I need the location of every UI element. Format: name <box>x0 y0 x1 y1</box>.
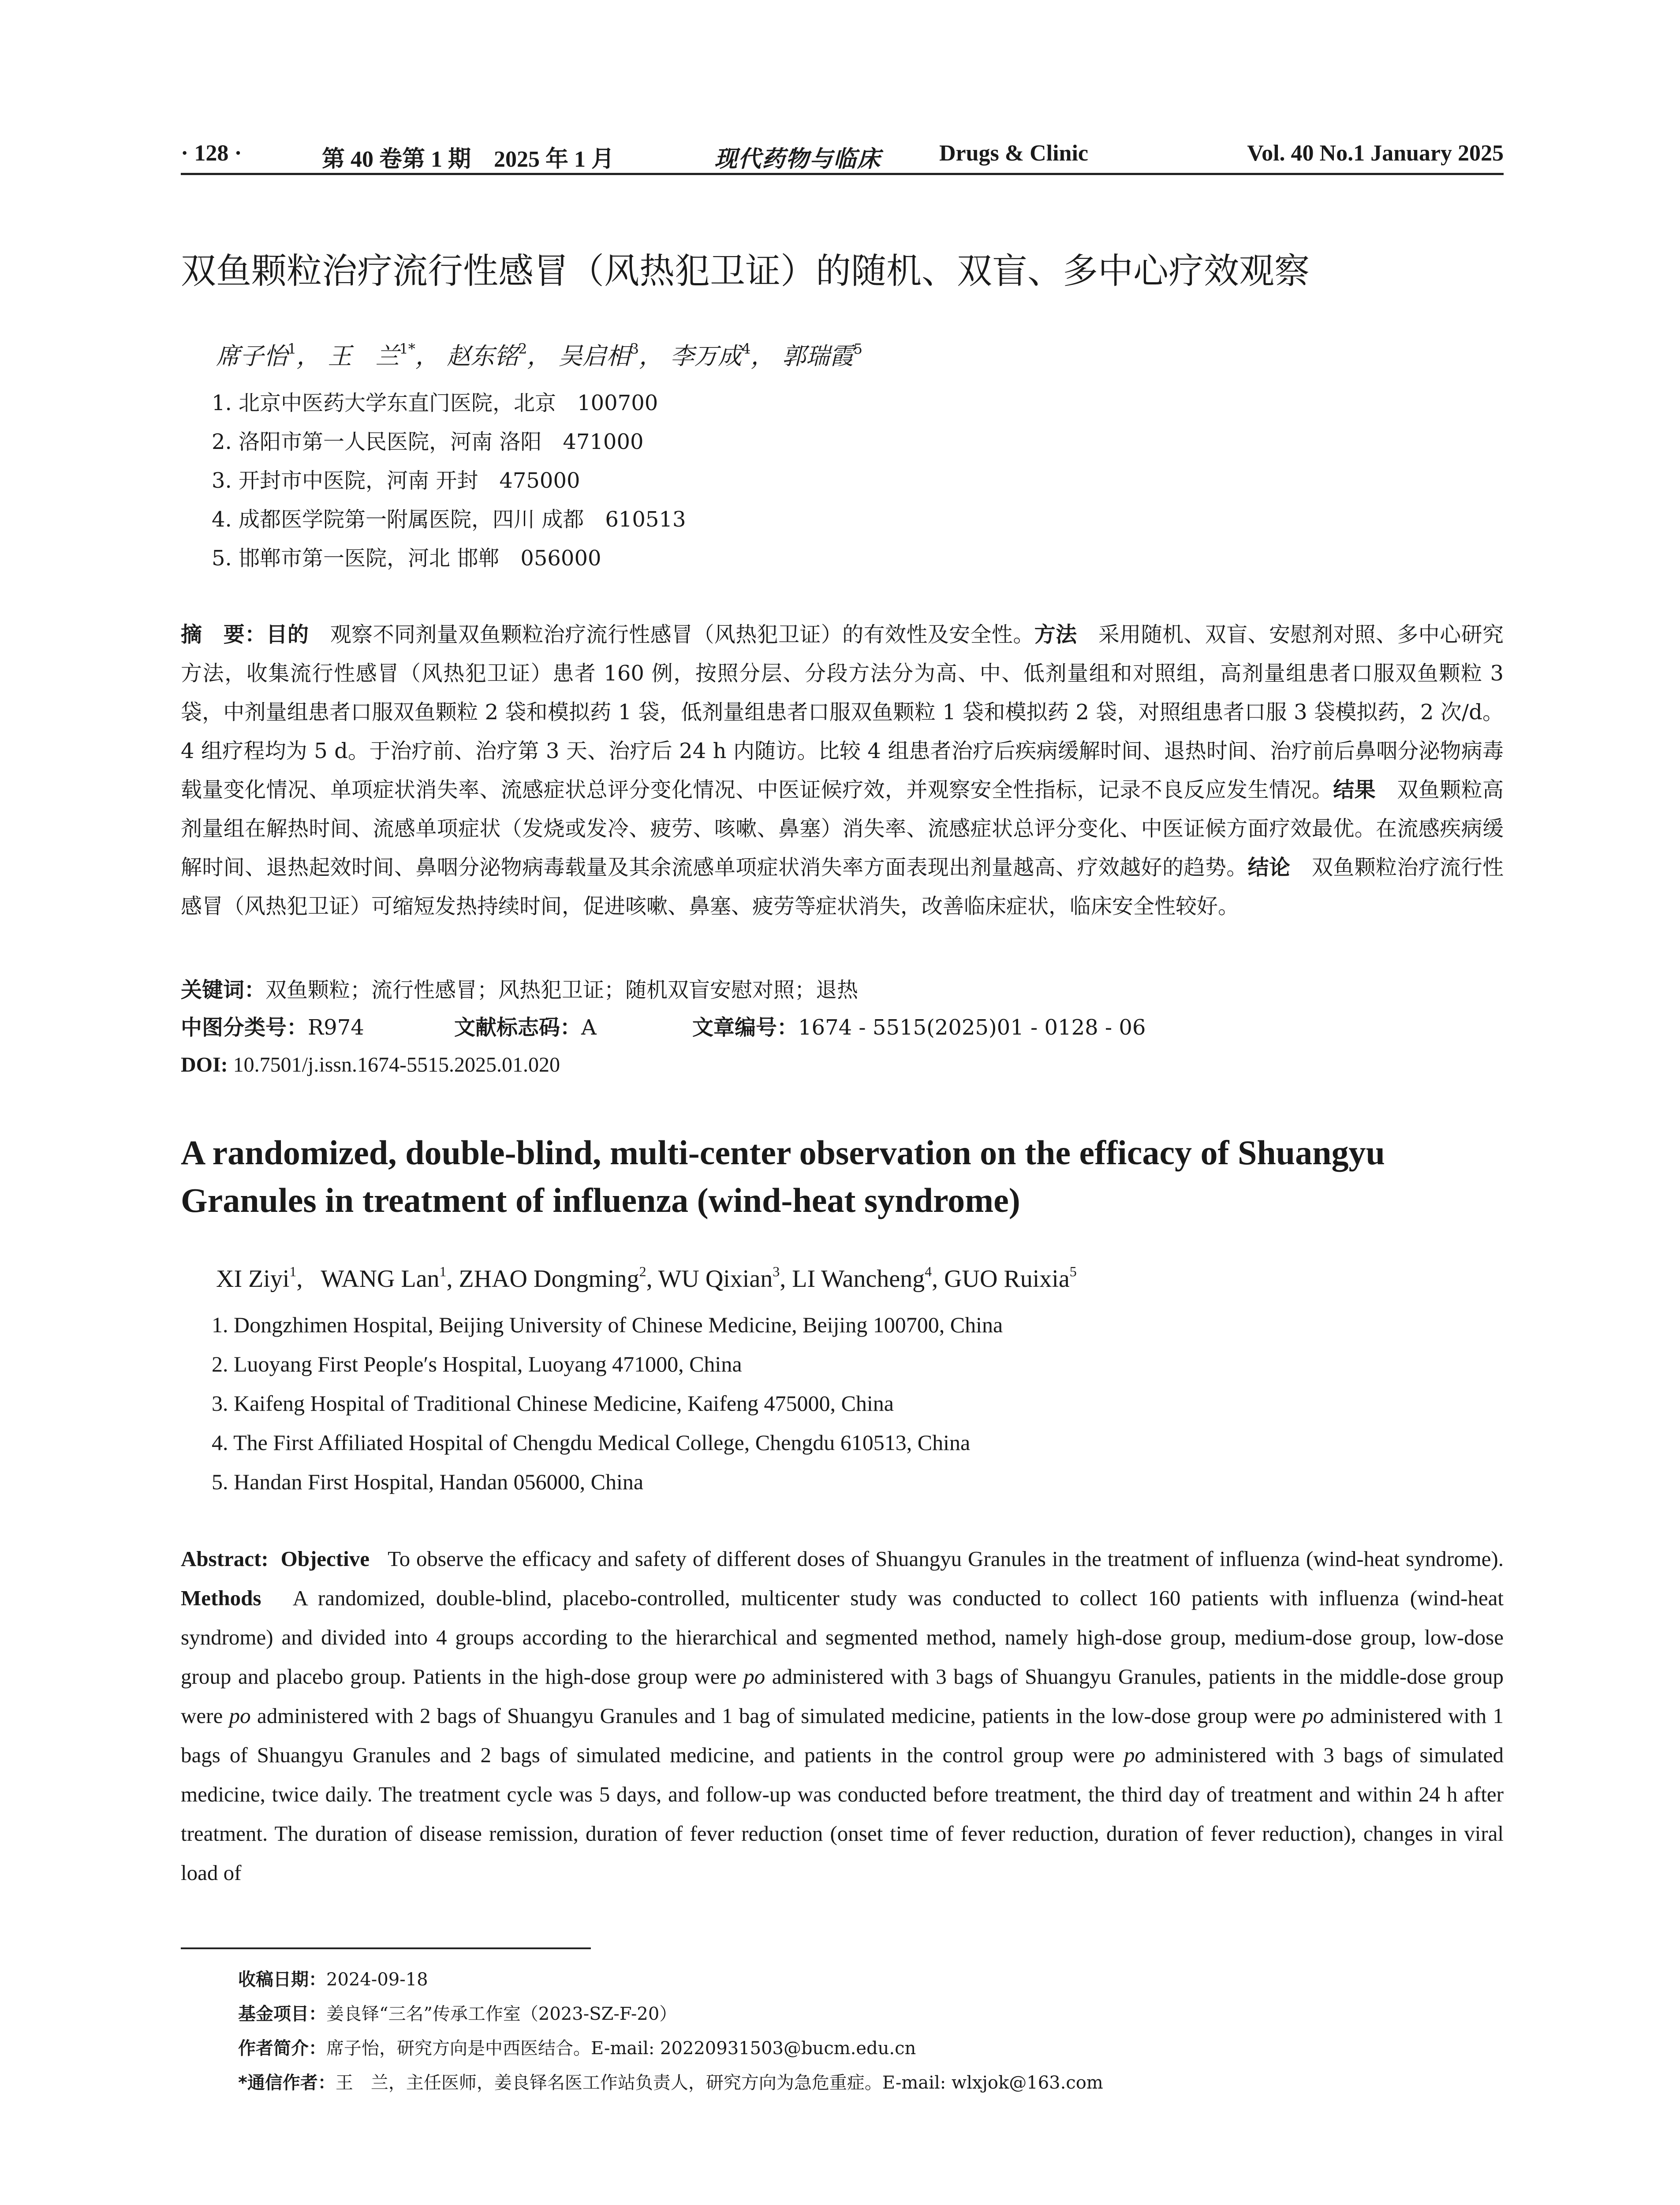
footnote-received <box>238 1962 1103 1997</box>
author-affil-mark: 1 <box>289 1263 297 1279</box>
po-term: po <box>1124 1743 1146 1767</box>
methods-text: administered with 3 bags of simulated medicine, twice daily. The treatment cycle was 5 days, and follow-up was conducted before treatment, the third day of treatment and within 24 h after treatment. The duration of disease remission, duration of fever reduction (onset time of fever reduction, duration of fever reduction), changes in viral load of <box>181 1743 1504 1885</box>
doi-label: DOI: <box>181 1053 228 1076</box>
footnote-value: 姜良铎“三名”传承工作室（2023-SZ-F-20） <box>326 2004 677 2024</box>
results-label: 结果 <box>1333 777 1376 802</box>
article-label: 文章编号： <box>692 1015 799 1040</box>
author-affil-mark: 1 <box>287 340 297 357</box>
keywords-value: 双鱼颗粒；流行性感冒；风热犯卫证；随机双盲安慰对照；退热 <box>265 978 859 1002</box>
footnote-value: 王 兰，主任医师，姜良铎名医工作站负责人，研究方向为急危重症。E-mail: wlxjok@163.com <box>335 2073 1103 2093</box>
clc-label: 中图分类号： <box>181 1015 308 1040</box>
methods-label: 方法 <box>1034 622 1077 647</box>
affiliation-list-en <box>212 1305 1003 1502</box>
issue-en: Vol. 40 No.1 January 2025 <box>1247 141 1504 166</box>
author-name: 席子怡 <box>216 342 287 370</box>
footnote-funding <box>238 1997 1103 2031</box>
keywords-cn <box>181 972 1504 1008</box>
author-affil-mark: 5 <box>853 340 863 357</box>
affiliation-list-cn <box>212 384 686 578</box>
affiliation-item: 2. Luoyang First People′s Hospital, Luoyang 471000, China <box>212 1352 742 1376</box>
author-affil-mark: 4 <box>925 1263 932 1279</box>
footnote-label: 作者简介： <box>238 2038 326 2059</box>
author-name: 王 兰 <box>328 342 399 370</box>
objective-text: 观察不同剂量双鱼颗粒治疗流行性感冒（风热犯卫证）的有效性及安全性。 <box>330 622 1034 647</box>
journal-name-en: Drugs & Clinic <box>939 141 1088 166</box>
article-title-en: A randomized, double-blind, multi-center observation on the efficacy of Shuangyu Granules in treatment of influenza (wind-heat syndrome) <box>181 1133 1385 1219</box>
author-affil-mark: 1* <box>399 340 415 357</box>
footnote-value: 2024-09-18 <box>326 1970 428 1990</box>
conclusion-label: 结论 <box>1247 855 1291 880</box>
author-name: 郭瑞霞 <box>782 342 854 370</box>
doc-value: A <box>581 1015 597 1040</box>
footnote-divider <box>181 1947 591 1949</box>
author-list-cn: 席子怡$^1$， 王 兰$^{1*}$， 赵东铭$^2$， 吴启相$^3$， 李万成$^4$， 郭瑞霞$^5$ <box>216 340 863 370</box>
doc-code <box>454 1010 597 1045</box>
author-name: 赵东铭 <box>447 342 519 370</box>
author-name: 吴启相 <box>558 342 630 370</box>
article-value: 1674 - 5515(2025)01 - 0128 - 06 <box>798 1015 1146 1040</box>
po-term: po <box>1302 1704 1324 1728</box>
author-name: XI Ziyi <box>216 1265 290 1293</box>
abstract-label: 摘 要： <box>181 622 266 647</box>
author-affil-mark: 1 <box>439 1263 447 1279</box>
footnote-list <box>238 1962 1103 2100</box>
abstract-en <box>181 1539 1504 1892</box>
author-name: WU Qixian <box>658 1265 773 1293</box>
methods-text: administered with 3 bags of Shuangyu Granules, patients in the middle-dose group were <box>181 1664 1504 1728</box>
author-affil-mark: 2 <box>639 1263 646 1279</box>
author-name: GUO Ruixia <box>944 1265 1070 1293</box>
doi-line <box>181 1047 1504 1083</box>
methods-text: 采用随机、双盲、安慰剂对照、多中心研究方法，收集流行性感冒（风热犯卫证）患者 160 例，按照分层、分段方法分为高、中、低剂量组和对照组，高剂量组患者口服双鱼颗粒 3 袋，中剂量组患者口服双鱼颗粒 2 袋和模拟药 1 袋，低剂量组患者口服双鱼颗粒 1 袋和模拟药 2 袋，对照组患者口服 3 袋模拟药，2 次/d。4 组疗程均为 5 d。于治疗前、治疗第 3 天、治疗后 24 h 内随访。比较 4 组患者治疗后疾病缓解时间、退热时间、治疗前后鼻咽分泌物病毒载量变化情况、单项症状消失率、流感症状总评分变化情况、中医证候疗效，并观察安全性指标，记录不良反应发生情况。 <box>181 622 1504 802</box>
journal-name-cn: 现代药物与临床 <box>714 147 881 172</box>
results-text: 双鱼颗粒高剂量组在解热时间、流感单项症状（发烧或发冷、疲劳、咳嗽、鼻塞）消失率、流感症状总评分变化、中医证候方面疗效最优。在流感疾病缓解时间、退热起效时间、鼻咽分泌物病毒载量及其余流感单项症状消失率方面表现出剂量越高、疗效越好的趋势。 <box>181 777 1504 880</box>
methods-label: Methods <box>181 1586 261 1610</box>
methods-text: administered with 1 bags of Shuangyu Granules and 2 bags of simulated medicine, and patients in the control group were <box>181 1704 1504 1767</box>
affiliation-item: 3. 开封市中医院，河南 开封 475000 <box>212 468 580 493</box>
affiliation-item: 5. Handan First Hospital, Handan 056000, China <box>212 1469 644 1494</box>
objective-label: 目的 <box>266 622 309 647</box>
author-name: ZHAO Dongming <box>459 1265 639 1293</box>
footnote-label: *通信作者： <box>238 2073 336 2093</box>
author-affil-mark: 5 <box>1069 1263 1077 1279</box>
footnote-label: 收稿日期： <box>238 1970 326 1990</box>
abstract-label: Abstract: <box>181 1547 269 1571</box>
affiliation-item: 4. The First Affiliated Hospital of Chengdu Medical College, Chengdu 610513, China <box>212 1430 971 1455</box>
doi-value[interactable]: 10.7501/j.issn.1674-5515.2025.01.020 <box>233 1053 560 1076</box>
author-name: WANG Lan <box>321 1265 440 1293</box>
methods-text: administered with 2 bags of Shuangyu Granules and 1 bag of simulated medicine, patients in the low-dose group were <box>257 1704 1296 1728</box>
author-affil-mark: 4 <box>742 340 751 357</box>
clc-value: R974 <box>308 1015 364 1040</box>
po-term: po <box>743 1664 765 1689</box>
running-header <box>181 138 1504 175</box>
abstract-cn <box>181 615 1504 926</box>
affiliation-item: 5. 邯郸市第一医院，河北 邯郸 056000 <box>212 546 601 571</box>
objective-label: Objective <box>280 1547 370 1571</box>
conclusion-text: 双鱼颗粒治疗流行性感冒（风热犯卫证）可缩短发热持续时间，促进咳嗽、鼻塞、疲劳等症状消失，改善临床症状，临床安全性较好。 <box>181 855 1504 919</box>
footnote-corresponding <box>238 2066 1103 2100</box>
article-title-cn: 双鱼颗粒治疗流行性感冒（风热犯卫证）的随机、双盲、多中心疗效观察 <box>181 250 1310 292</box>
methods-text: A randomized, double-blind, placebo-controlled, multicenter study was conducted to collect 160 patients with influenza (wind-heat syndrome) and divided into 4 groups according to the hierarchical and segmented method, namely high-dose group, medium-dose group, low-dose group and placebo group. Patients in the high-dose group were <box>181 1586 1504 1689</box>
page-number: · 128 · <box>181 141 242 166</box>
footnote-value: 席子怡，研究方向是中西医结合。E-mail: 20220931503@bucm.edu.cn <box>326 2038 916 2059</box>
author-affil-mark: 2 <box>518 340 527 357</box>
author-affil-mark: 3 <box>630 340 639 357</box>
clc-code <box>181 1010 364 1045</box>
affiliation-item: 1. Dongzhimen Hospital, Beijing University of Chinese Medicine, Beijing 100700, China <box>212 1312 1003 1337</box>
footnote-label: 基金项目： <box>238 2004 326 2024</box>
footnote-author-bio <box>238 2031 1103 2066</box>
objective-text: To observe the efficacy and safety of different doses of Shuangyu Granules in the treatment of influenza (wind-heat syndrome). <box>388 1547 1504 1571</box>
author-name: 李万成 <box>670 342 742 370</box>
author-affil-mark: 3 <box>773 1263 780 1279</box>
affiliation-item: 4. 成都医学院第一附属医院，四川 成都 610513 <box>212 507 686 532</box>
affiliation-item: 1. 北京中医药大学东直门医院，北京 100700 <box>212 391 658 415</box>
affiliation-item: 2. 洛阳市第一人民医院，河南 洛阳 471000 <box>212 430 644 454</box>
author-name: LI Wancheng <box>792 1265 925 1293</box>
author-list-en: XI Ziyi$^1$, WANG Lan$^1$, ZHAO Dongming$^2$, WU Qixian$^3$, LI Wancheng$^4$, GUO Ruixia$^5$ <box>216 1263 1077 1293</box>
keywords-label: 关键词： <box>181 978 266 1002</box>
doc-label: 文献标志码： <box>454 1015 582 1040</box>
po-term: po <box>229 1704 251 1728</box>
article-number <box>692 1010 1146 1045</box>
issue-cn: 第 40 卷第 1 期 2025 年 1 月 <box>322 147 615 172</box>
affiliation-item: 3. Kaifeng Hospital of Traditional Chinese Medicine, Kaifeng 475000, China <box>212 1391 894 1416</box>
